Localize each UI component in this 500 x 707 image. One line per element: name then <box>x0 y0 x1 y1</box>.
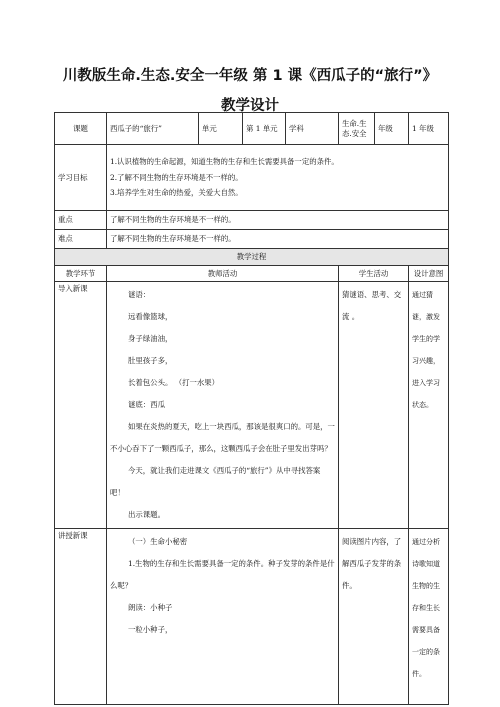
difficulty-value: 了解不同生物的生存环境是不一样的。 <box>107 230 449 249</box>
intro-intent <box>409 282 449 529</box>
lesson-intent-text: 通过分析诗歌知道生物的生存和生长需要具备一定的条件。 <box>412 538 440 678</box>
col-student: 学生活动 <box>339 266 409 282</box>
intro-paragraph: 今天，就让我们走进课文《西瓜子的“旅行”》从中寻找答案吧！ <box>110 466 321 497</box>
intro-teacher <box>107 282 339 529</box>
intro-stage: 导入新课 <box>55 282 107 529</box>
subject-label: 学科 <box>286 113 339 145</box>
process-header-row <box>55 249 449 266</box>
process-header: 教学过程 <box>55 249 449 266</box>
intro-student-text: 猜谜语、思考、交流 。 <box>342 290 402 321</box>
riddle-line: 远看像篮球， <box>128 312 173 321</box>
col-stage: 教学环节 <box>55 266 107 282</box>
lesson-section: （一）生命小秘密 <box>128 537 188 546</box>
document-subtitle: 教学设计 <box>221 98 279 114</box>
difficulty-label: 难点 <box>55 230 107 249</box>
info-row <box>55 113 449 145</box>
intro-student <box>339 282 409 529</box>
unit-value: 第 1 单元 <box>243 113 286 145</box>
lesson-teacher <box>107 529 339 705</box>
lesson-plan-table <box>54 112 449 705</box>
unit-label: 单元 <box>199 113 243 145</box>
lesson-intent <box>409 529 449 705</box>
topic-label: 课题 <box>55 113 107 145</box>
key-value: 了解不同生物的生存环境是不一样的。 <box>107 211 449 230</box>
subject-value: 生命.生态.安全 <box>339 113 375 145</box>
goals-label: 学习目标 <box>55 145 107 211</box>
lesson-row <box>55 529 449 705</box>
goals-list <box>107 145 449 211</box>
col-teacher: 教师活动 <box>107 266 339 282</box>
difficulty-row <box>55 230 449 249</box>
lesson-stage: 讲授新课 <box>55 529 107 705</box>
key-label: 重点 <box>55 211 107 230</box>
col-intent: 设计意图 <box>409 266 449 282</box>
riddle-line: 长着包公头。 （打一水果） <box>128 378 220 387</box>
intro-row <box>55 282 449 529</box>
lesson-line: 朗读：小种子 <box>128 603 173 612</box>
key-row <box>55 211 449 230</box>
process-columns-row <box>55 266 449 282</box>
document-title: 川教版生命.生态.安全一年级 第 1 课《西瓜子的“旅行”》 <box>62 68 438 84</box>
lesson-student-text: 阅读图片内容，了解西瓜子发芽的条件。 <box>342 537 402 590</box>
riddle-line: 身子绿油油， <box>128 334 173 343</box>
lesson-student <box>339 529 409 705</box>
riddle-line: 谜语： <box>128 290 151 299</box>
riddle-line: 肚里孩子多， <box>128 356 173 365</box>
grade-value: 1 年级 <box>409 113 449 145</box>
topic-value: 西瓜子的“旅行” <box>107 113 199 145</box>
goal-item: 2.了解不同生物的生存环境是不一样的。 <box>110 172 243 182</box>
intro-paragraph: 出示课题。 <box>128 510 165 519</box>
goal-item: 1.认识植物的生命起源，知道生物的生存和生长需要具备一定的条件。 <box>110 156 339 166</box>
intro-paragraph: 如果在炎热的夏天，吃上一块西瓜，那该是很爽口的。可是，一不小心吞下了一颗西瓜子，那么，这颗西瓜子会在肚子里发出芽吗？ <box>110 422 335 453</box>
riddle-answer: 谜底：西瓜 <box>128 400 165 409</box>
goals-row <box>55 145 449 211</box>
goal-item: 3.培养学生对生命的热爱，关爱大自然。 <box>110 188 243 198</box>
lesson-line: 一粒小种子， <box>128 625 173 634</box>
intro-intent-text: 通过猜谜，激发学生的学习兴趣，进入学习状态。 <box>412 291 440 409</box>
grade-label: 年级 <box>375 113 409 145</box>
lesson-paragraph: 1.生物的生存和生长需要具备一定的条件。种子发芽的条件是什么呢？ <box>110 559 335 590</box>
